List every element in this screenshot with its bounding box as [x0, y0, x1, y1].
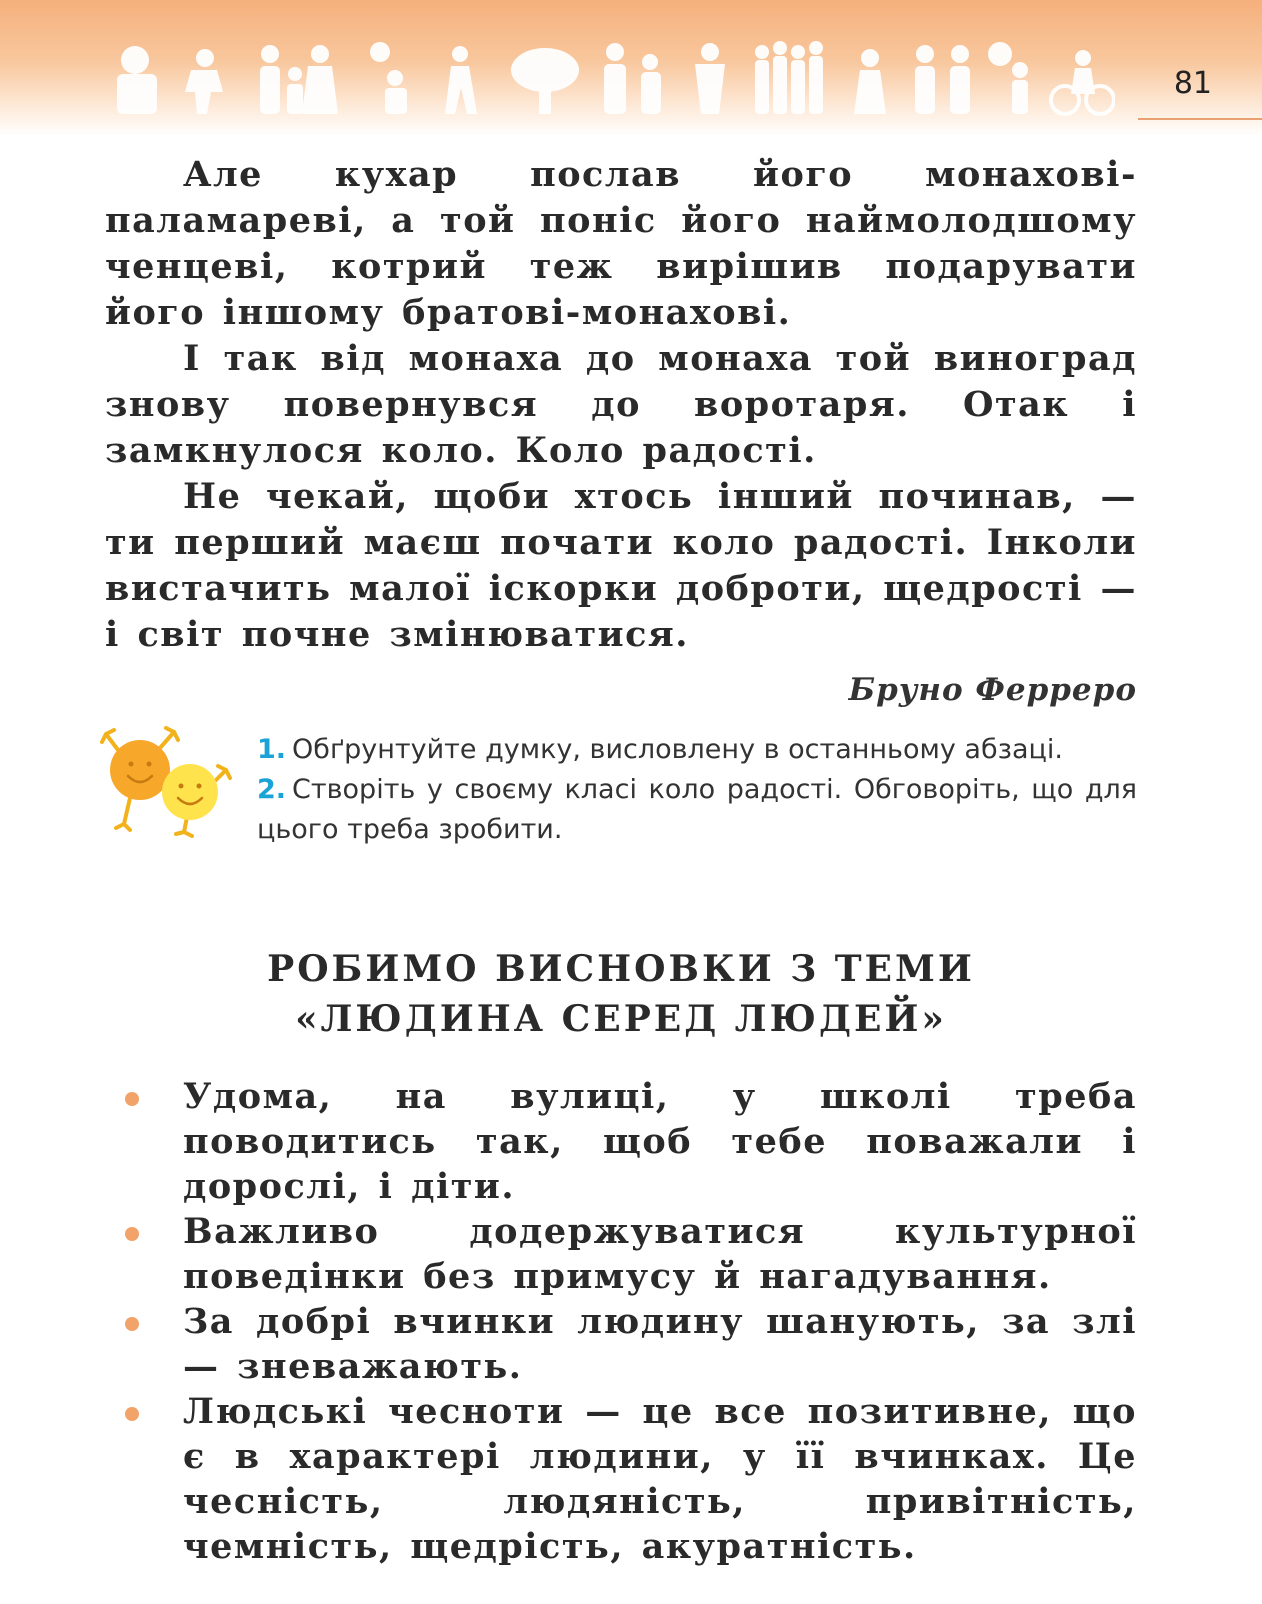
bullet-dot-icon [125, 1317, 139, 1331]
list-item [105, 1389, 1137, 1569]
page-number: 81 [1173, 66, 1212, 101]
list-item [105, 1299, 1137, 1389]
task-number: 1. [257, 734, 287, 765]
story-paragraph: Не чекай, щоби хтось інший починав, — ти перший маєш почати коло радості. Інколи вистачить малої іскорки доброти, щедрості — і світ почне змінюватися. [105, 476, 1137, 655]
story-paragraph: І так від монаха до монаха той виноград знову повернувся до воротаря. Отак і замкнулося коло. Коло радості. [105, 338, 1137, 471]
list-item [105, 1074, 1137, 1209]
tasks-block [105, 720, 1137, 860]
list-item-text: Людські чесноти — це все позитивне, що є в характері людини, у її вчинках. Це чесність, людяність, привітність, чемність, щедрість, акуратність. [183, 1391, 1137, 1567]
task-text: Створіть у своєму класі коло радості. Обговоріть, що для цього треба зробити. [257, 774, 1137, 845]
story-author: Бруно Ферреро [848, 672, 1137, 708]
list-item [105, 1209, 1137, 1299]
smiling-suns-icon [100, 720, 240, 840]
conclusions-list [105, 1074, 1137, 1569]
task-number: 2. [257, 774, 287, 805]
section-title-line: РОБИМО ВИСНОВКИ З ТЕМИ [267, 948, 975, 990]
tasks-list [257, 730, 1137, 850]
section-title-line: «ЛЮДИНА СЕРЕД ЛЮДЕЙ» [295, 998, 947, 1040]
task-item [257, 770, 1137, 850]
page-number-rule [1138, 118, 1262, 120]
task-text: Обґрунтуйте думку, висловлену в останньому абзаці. [292, 734, 1063, 765]
bullet-dot-icon [125, 1407, 139, 1421]
bullet-dot-icon [125, 1227, 139, 1241]
task-item [257, 730, 1137, 770]
header-band [0, 0, 1262, 136]
people-silhouettes-icon [115, 40, 1115, 116]
page-content [105, 152, 1137, 1569]
story-paragraph: Але кухар послав його монахові-паламареві, а той поніс його наймолодшому ченцеві, котрий теж вирішив подарувати його іншому братові-монахові. [105, 154, 1137, 333]
bullet-dot-icon [125, 1092, 139, 1106]
section-title [105, 944, 1137, 1044]
list-item-text: Важливо додержуватися культурної поведінки без примусу й нагадування. [183, 1211, 1137, 1297]
list-item-text: Удома, на вулиці, у школі треба поводитись так, щоб тебе поважали і дорослі, і діти. [183, 1076, 1137, 1207]
list-item-text: За добрі вчинки людину шанують, за злі — зневажають. [183, 1301, 1137, 1387]
